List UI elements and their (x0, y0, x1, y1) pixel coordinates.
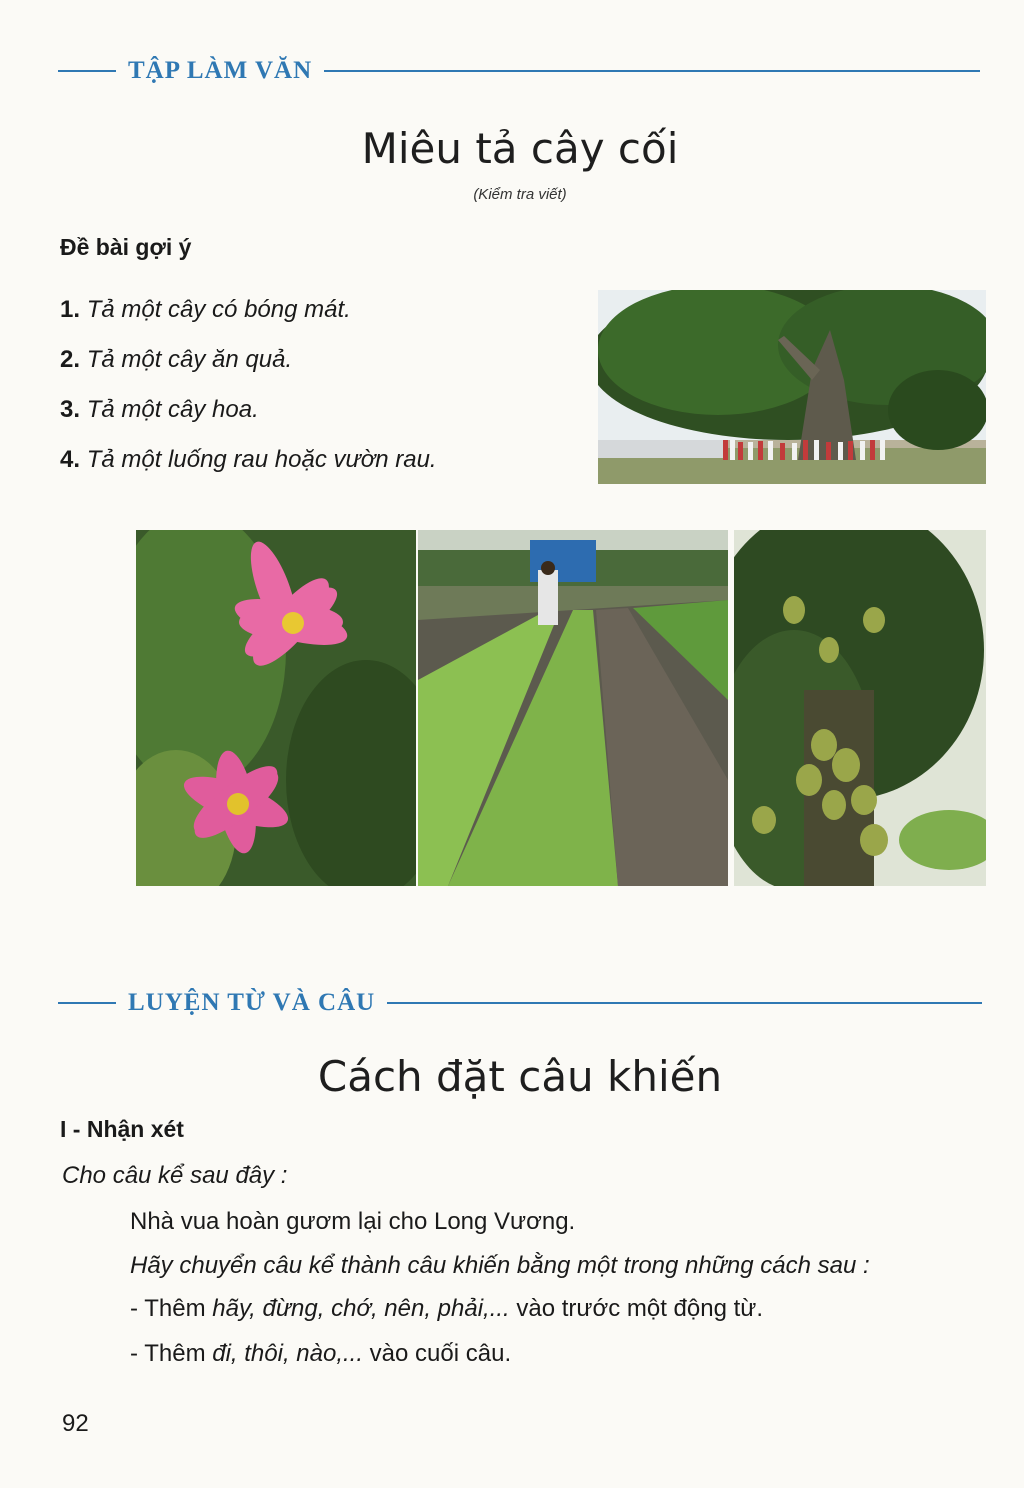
topic-item: 2. Tả một cây ăn quả. (60, 346, 293, 373)
topics-heading: Đề bài gợi ý (60, 234, 192, 260)
section-header-tap-lam-van (58, 56, 980, 86)
header-line-left (58, 70, 116, 72)
vegetable-garden-photo (418, 530, 728, 886)
topic-item: 1. Tả một cây có bóng mát. (60, 296, 351, 323)
topic-item: 4. Tả một luống rau hoặc vườn rau. (60, 446, 437, 473)
section-label: LUYỆN TỪ VÀ CÂU (128, 989, 376, 1016)
flower-photo (136, 530, 416, 886)
jackfruit-tree-photo (734, 530, 986, 886)
section-label: TẬP LÀM VĂN (128, 57, 313, 84)
section-header-luyen-tu-va-cau (58, 988, 982, 1018)
page-number: 92 (62, 1410, 89, 1437)
example-sentence: Nhà vua hoàn gươm lại cho Long Vương. (130, 1208, 576, 1235)
part-heading: I - Nhận xét (60, 1116, 184, 1142)
lesson-subtitle: (Kiểm tra viết) (473, 186, 567, 203)
lesson-title: Cách đặt câu khiến (317, 1052, 723, 1101)
instruction-text: Hãy chuyển câu kể thành câu khiến bằng một trong những cách sau : (130, 1252, 870, 1279)
method-item: - Thêm đi, thôi, nào,... vào cuối câu. (130, 1340, 512, 1367)
topic-item: 3. Tả một cây hoa. (60, 396, 259, 423)
topic-list (60, 296, 580, 496)
lesson-title: Miêu tả cây cối (361, 124, 679, 173)
method-item: - Thêm hãy, đừng, chớ, nên, phải,... vào trước một động từ. (130, 1295, 764, 1322)
header-line-left (58, 1002, 116, 1004)
intro-text: Cho câu kể sau đây : (62, 1162, 288, 1189)
header-line-right (324, 70, 980, 72)
header-line-right (387, 1002, 982, 1004)
shade-tree-photo (598, 290, 986, 484)
